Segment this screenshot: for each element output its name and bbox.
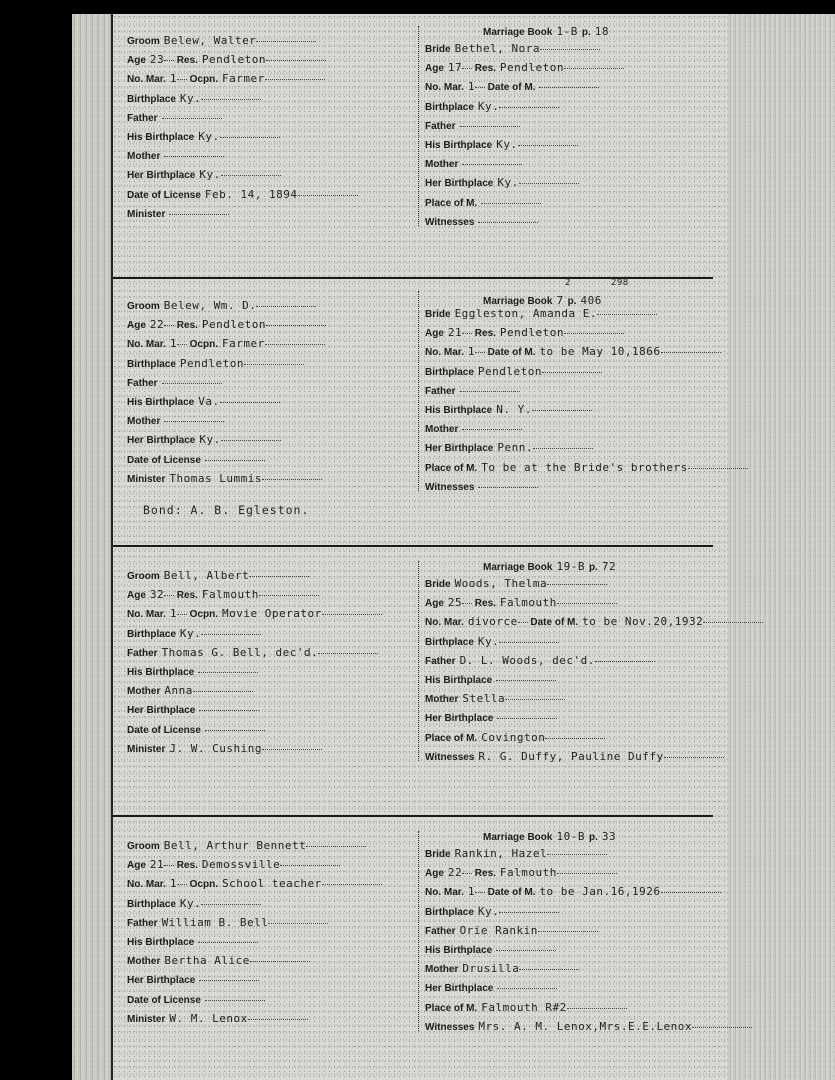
field-label: Date of License (127, 994, 201, 1006)
field-label: Groom (127, 841, 160, 852)
field-value: School teacher (222, 877, 322, 891)
marriage-book-number: 19-B (556, 560, 585, 573)
groom-field-age (127, 588, 319, 601)
groom-field-date-of-license (127, 188, 358, 201)
groom-field-no-mar (127, 877, 382, 890)
field-value: divorce (467, 615, 518, 629)
bride-field-no-mar (425, 885, 721, 898)
field-label: Mother (425, 424, 459, 436)
field-label: Witnesses (425, 1021, 475, 1033)
field-value: D. L. Woods, dec'd. (459, 653, 595, 667)
field-label: Date of License (127, 724, 201, 736)
field-value: Movie Operator (222, 607, 322, 621)
field-value: Pendleton (179, 356, 245, 370)
marriage-book-ref (483, 827, 616, 845)
field-label: No. Mar. (425, 82, 464, 94)
bride-field-witnesses (425, 1020, 752, 1033)
field-label: Birthplace (425, 366, 474, 378)
groom-field-mother (127, 414, 224, 427)
bride-field-birthplace (425, 905, 559, 918)
field-label: Birthplace (127, 358, 176, 370)
bride-field-no-mar (425, 615, 763, 628)
groom-field-birthplace (127, 92, 261, 105)
field-label: Age (425, 598, 444, 610)
field-label: His Birthplace (127, 132, 195, 143)
marriage-book-label: Marriage Book (483, 296, 553, 307)
field-label: Ocpn. (189, 609, 218, 621)
field-value: Rankin, Hazel (454, 847, 548, 860)
field-value: Ky. (179, 896, 202, 910)
groom-field-minister (127, 742, 322, 755)
groom-field-no-mar (127, 72, 325, 85)
field-value: Covington (481, 730, 546, 744)
bride-field-witnesses (425, 750, 724, 763)
field-label: Mother (425, 694, 459, 706)
field-label: Birthplace (425, 101, 474, 113)
field-label: No. Mar. (425, 887, 464, 899)
field-value: Bertha Alice (164, 954, 250, 968)
groom-field-her-birthplace (127, 973, 259, 986)
field-label: Father (127, 377, 158, 389)
groom-field-minister (127, 472, 322, 485)
field-label: Age (425, 63, 444, 75)
field-value: Pendleton (499, 61, 565, 75)
field-value: Ky. (198, 130, 220, 143)
page-label: p. (581, 27, 591, 38)
field-label: Witnesses (425, 481, 475, 493)
field-value: Belew, Walter (163, 34, 257, 47)
groom-field-birthplace (127, 357, 304, 370)
field-label: Ocpn. (189, 879, 218, 891)
field-label: No. Mar. (127, 74, 166, 86)
groom-field-no-mar (127, 607, 382, 620)
field-label: Age (127, 860, 146, 872)
field-label: Res. (474, 328, 496, 340)
field-label: Age (127, 320, 146, 332)
groom-field-his-birthplace (127, 130, 280, 143)
field-value: 1 (169, 877, 178, 891)
field-value: Anna (164, 684, 193, 698)
field-label: No. Mar. (127, 879, 166, 891)
field-label: Date of M. (487, 347, 536, 359)
field-value: 25 (447, 596, 463, 610)
bride-field-father (425, 924, 598, 937)
field-label: Place of M. (425, 1002, 478, 1014)
field-label: Father (425, 655, 456, 667)
bride-field-her-birthplace (425, 441, 593, 454)
bride-field-no-mar (425, 345, 721, 358)
column-separator (418, 831, 420, 1031)
bride-field-age (425, 866, 617, 879)
groom-field-father (127, 916, 328, 929)
bride-field-his-birthplace (425, 943, 556, 956)
field-label: His Birthplace (425, 945, 493, 956)
field-label: Bride (425, 579, 451, 590)
groom-field-minister (127, 207, 229, 220)
field-label: Her Birthplace (425, 178, 494, 190)
bride-field-place-of-m (425, 1001, 627, 1014)
field-label: Father (425, 385, 456, 397)
bride-field-mother (425, 422, 522, 435)
field-label: Age (127, 55, 146, 67)
bride-field-his-birthplace (425, 403, 592, 416)
field-value: to be Jan.16,1926 (539, 885, 661, 899)
field-label: His Birthplace (425, 675, 493, 686)
field-value: 1 (467, 80, 476, 94)
field-value: 1 (169, 337, 178, 351)
field-value: Pendleton (201, 318, 267, 332)
field-value: 21 (447, 326, 463, 340)
field-label: Mother (127, 151, 161, 163)
field-value: Stella (462, 692, 506, 706)
groom-field-no-mar (127, 337, 325, 350)
bride-field-witnesses (425, 215, 538, 228)
field-label: Father (425, 120, 456, 132)
marriage-book-label: Marriage Book (483, 27, 553, 38)
field-value: Pendleton (499, 326, 565, 340)
marriage-book-number: 7 (556, 294, 564, 307)
bride-field-her-birthplace (425, 176, 579, 189)
field-value: William B. Bell (161, 915, 269, 929)
field-label: Mother (425, 964, 459, 976)
field-label: Res. (176, 55, 198, 67)
bride-field-her-birthplace (425, 981, 557, 994)
field-value: Pendleton (201, 53, 267, 67)
groom-field-age (127, 53, 326, 66)
field-label: Minister (127, 208, 166, 220)
marriage-record-card (113, 823, 713, 1063)
field-value: 1 (467, 885, 476, 899)
field-label: Birthplace (127, 898, 176, 910)
field-label: Res. (474, 63, 496, 75)
marriage-record-card (113, 18, 713, 258)
field-label: Mother (127, 956, 161, 968)
field-value: Penn. (497, 441, 533, 455)
groom-field-groom (127, 299, 316, 312)
bride-field-age (425, 61, 624, 74)
marriage-book-ref (483, 22, 609, 40)
field-value: Orie Rankin (459, 923, 538, 937)
field-value: Ky. (179, 91, 202, 105)
field-value: R. G. Duffy, Pauline Duffy (478, 749, 664, 763)
field-label: Father (127, 112, 158, 124)
groom-field-birthplace (127, 897, 261, 910)
field-label: Place of M. (425, 462, 478, 474)
groom-field-minister (127, 1012, 308, 1025)
field-label: Date of M. (530, 617, 579, 629)
field-value: Ky. (199, 168, 221, 182)
field-value: Ky. (497, 176, 519, 190)
field-label: Minister (127, 473, 166, 485)
field-label: Res. (176, 320, 198, 332)
field-value: 17 (447, 61, 463, 75)
field-label: His Birthplace (425, 405, 493, 416)
field-value: to be Nov.20,1932 (582, 615, 704, 629)
field-value: N. Y. (496, 403, 532, 416)
bride-field-witnesses (425, 480, 538, 493)
field-value: Ky. (199, 433, 221, 447)
field-value: Thomas G. Bell, dec'd. (161, 645, 319, 659)
bride-field-her-birthplace (425, 711, 557, 724)
card-divider (113, 545, 713, 547)
groom-field-father (127, 646, 378, 659)
marriage-book-label: Marriage Book (483, 562, 553, 573)
field-label: Birthplace (127, 93, 176, 105)
book-alt-number: 2 (565, 278, 571, 288)
page-number: 72 (601, 560, 617, 573)
field-label: Age (425, 328, 444, 340)
groom-field-groom (127, 839, 366, 852)
marriage-record-card (113, 553, 713, 793)
field-value: Ky. (477, 634, 500, 648)
bride-field-bride (425, 42, 600, 55)
bride-field-father (425, 654, 655, 667)
groom-field-mother (127, 684, 253, 697)
field-label: Mother (127, 686, 161, 698)
marriage-record-card (113, 278, 713, 523)
field-value: Ky. (179, 626, 202, 640)
field-label: Place of M. (425, 197, 478, 209)
field-label: Age (425, 868, 444, 880)
field-label: Her Birthplace (425, 443, 494, 455)
groom-field-groom (127, 569, 309, 582)
field-label: Groom (127, 301, 160, 312)
field-label: Father (127, 647, 158, 659)
groom-field-her-birthplace (127, 433, 281, 446)
field-value: Eggleston, Amanda E. (454, 307, 598, 320)
bride-field-bride (425, 307, 657, 320)
field-label: Her Birthplace (127, 705, 196, 717)
field-label: No. Mar. (127, 609, 166, 621)
field-value: 21 (149, 858, 165, 872)
groom-field-age (127, 318, 326, 331)
groom-field-mother (127, 149, 224, 162)
marriage-book-number: 1-B (556, 25, 578, 38)
page-label: p. (588, 562, 598, 573)
field-label: Her Birthplace (127, 975, 196, 987)
field-value: Bell, Arthur Bennett (163, 839, 307, 852)
field-value: 22 (149, 318, 165, 332)
groom-field-birthplace (127, 627, 261, 640)
bride-field-birthplace (425, 365, 602, 378)
field-label: Her Birthplace (127, 435, 196, 447)
field-label: Birthplace (425, 906, 474, 918)
field-value: Ky. (477, 99, 500, 113)
groom-field-father (127, 376, 222, 389)
field-value: to be May 10,1866 (539, 345, 661, 359)
bond-note: Bond: A. B. Egleston. (143, 503, 310, 517)
groom-field-her-birthplace (127, 703, 259, 716)
field-label: Bride (425, 309, 451, 320)
field-label: Res. (176, 860, 198, 872)
field-label: Mother (425, 159, 459, 171)
bride-field-age (425, 326, 624, 339)
field-label: Mother (127, 416, 161, 428)
field-value: 32 (149, 588, 165, 602)
card-divider (113, 815, 713, 817)
field-value: Va. (198, 395, 220, 408)
field-label: Minister (127, 743, 166, 755)
field-label: Res. (176, 590, 198, 602)
bride-field-his-birthplace (425, 673, 556, 686)
field-label: His Birthplace (127, 937, 195, 948)
field-label: No. Mar. (127, 339, 166, 351)
column-separator (418, 561, 420, 761)
field-value: 1 (467, 345, 476, 359)
page-number: 33 (601, 830, 617, 843)
bride-field-place-of-m (425, 196, 541, 209)
groom-field-date-of-license (127, 993, 265, 1006)
field-value: J. W. Cushing (169, 741, 262, 755)
field-label: Groom (127, 36, 160, 47)
bride-field-birthplace (425, 100, 559, 113)
field-label: Witnesses (425, 751, 475, 763)
groom-field-her-birthplace (127, 168, 281, 181)
field-value: W. M. Lenox (169, 1011, 248, 1025)
page-label: p. (567, 296, 577, 307)
field-value: 1 (169, 72, 178, 86)
page-number: 406 (580, 294, 602, 307)
field-label: His Birthplace (127, 397, 195, 408)
groom-field-date-of-license (127, 453, 265, 466)
groom-field-his-birthplace (127, 395, 280, 408)
field-value: Thomas Lummis (169, 471, 262, 485)
field-value: Drusilla (462, 962, 520, 976)
field-label: Age (127, 590, 146, 602)
field-label: Date of License (127, 454, 201, 466)
bride-field-no-mar (425, 80, 599, 93)
field-value: Feb. 14, 1894 (204, 187, 298, 201)
field-label: Witnesses (425, 216, 475, 228)
field-label: His Birthplace (127, 667, 195, 678)
field-label: No. Mar. (425, 347, 464, 359)
field-value: Demossville (201, 858, 281, 872)
field-label: Res. (474, 598, 496, 610)
field-value: Falmouth (201, 588, 259, 602)
field-label: Father (425, 925, 456, 937)
bride-field-bride (425, 577, 607, 590)
field-value: To be at the Bride's brothers (481, 460, 688, 474)
field-value: Falmouth (499, 866, 557, 880)
field-label: Ocpn. (189, 74, 218, 86)
marriage-book-label: Marriage Book (483, 832, 553, 843)
field-value: Ky. (477, 904, 500, 918)
field-label: Date of License (127, 189, 201, 201)
field-label: Her Birthplace (425, 713, 494, 725)
bride-field-place-of-m (425, 731, 605, 744)
field-value: Bell, Albert (163, 569, 250, 582)
field-value: Ky. (496, 138, 518, 151)
bride-field-bride (425, 847, 607, 860)
groom-field-his-birthplace (127, 665, 258, 678)
field-label: Groom (127, 571, 160, 582)
field-label: Date of M. (487, 82, 536, 94)
bride-field-mother (425, 692, 565, 705)
marriage-book-number: 10-B (556, 830, 585, 843)
field-label: Res. (474, 868, 496, 880)
page-label: p. (588, 832, 598, 843)
bride-field-mother (425, 962, 579, 975)
groom-field-groom (127, 34, 316, 47)
field-label: Birthplace (127, 628, 176, 640)
field-label: Bride (425, 849, 451, 860)
groom-field-father (127, 111, 222, 124)
groom-field-his-birthplace (127, 935, 258, 948)
field-label: Her Birthplace (425, 983, 494, 995)
marriage-book-ref (483, 557, 616, 575)
field-label: Place of M. (425, 732, 478, 744)
bride-field-his-birthplace (425, 138, 578, 151)
bride-field-mother (425, 157, 522, 170)
bride-field-place-of-m (425, 461, 748, 474)
field-label: Minister (127, 1013, 166, 1025)
field-label: No. Mar. (425, 617, 464, 629)
field-value: Falmouth (499, 596, 557, 610)
marriage-book-annotation (561, 277, 629, 288)
field-value: Bethel, Nora (454, 42, 541, 55)
field-value: Farmer (222, 337, 265, 351)
page-number: 18 (594, 25, 609, 38)
bride-field-age (425, 596, 617, 609)
field-value: 22 (447, 866, 463, 880)
groom-field-date-of-license (127, 723, 265, 736)
column-separator (418, 26, 420, 226)
page-edge-right (728, 14, 835, 1080)
field-label: Her Birthplace (127, 170, 196, 182)
bride-field-father (425, 119, 520, 132)
field-value: 1 (169, 607, 178, 621)
field-value: Woods, Thelma (454, 577, 548, 590)
field-label: Ocpn. (189, 339, 218, 351)
field-label: Date of M. (487, 887, 536, 899)
groom-field-age (127, 858, 340, 871)
field-label: Father (127, 917, 158, 929)
field-label: His Birthplace (425, 140, 493, 151)
field-value: Mrs. A. M. Lenox,Mrs.E.E.Lenox (478, 1019, 693, 1033)
field-label: Birthplace (425, 636, 474, 648)
field-label: Bride (425, 44, 451, 55)
field-value: Falmouth R#2 (481, 1000, 567, 1014)
bride-field-birthplace (425, 635, 559, 648)
page-alt-number: 298 (610, 278, 629, 288)
field-value: Belew, Wm. D. (163, 299, 257, 312)
field-value: 23 (149, 53, 165, 67)
page-edge-left (72, 14, 112, 1080)
field-value: Farmer (222, 72, 265, 86)
column-separator (418, 291, 420, 491)
groom-field-mother (127, 954, 310, 967)
bride-field-father (425, 384, 520, 397)
field-value: Pendleton (477, 364, 543, 378)
